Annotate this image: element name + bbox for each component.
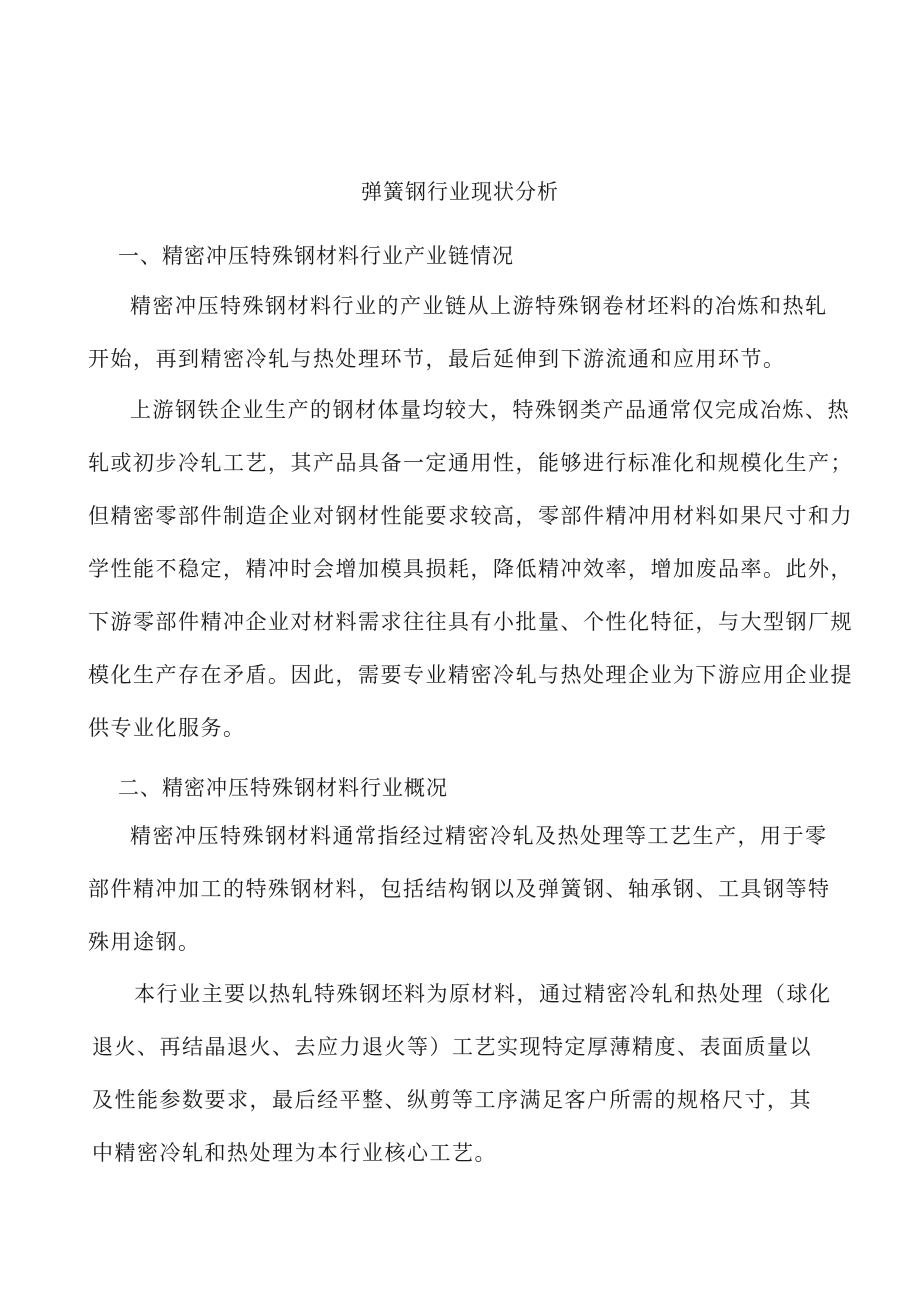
section-heading-industry-overview: 二、精密冲压特殊钢材料行业概况 <box>118 776 448 800</box>
paragraph-upstream-steel: 上游钢铁企业生产的钢材体量均较大，特殊钢类产品通常仅完成冶炼、热轧或初步冷轧工艺，其产品具备一定通用性，能够进行标准化和规模化生产；但精密零部件制造企业对钢材性能要求较高，零部件精冲用材料如果尺寸和力学性能不稳定，精冲时会增加模具损耗，降低精冲效率，增加废品率。此外，下游零部件精冲企业对材料需求往往具有小批量、个性化特征，与大型钢厂规模化生产存在矛盾。因此，需要专业精密冷轧与热处理企业为下游应用企业提供专业化服务。 <box>88 398 853 740</box>
section-heading-industry-chain: 一、精密冲压特殊钢材料行业产业链情况 <box>118 244 514 268</box>
paragraph-core-process: 本行业主要以热轧特殊钢坯料为原材料，通过精密冷轧和热处理（球化退火、再结晶退火、去应力退火等）工艺实现特定厚薄精度、表面质量以及性能参数要求，最后经平整、纵剪等工序满足客户所需的规格尺寸，其中精密冷轧和热处理为本行业核心工艺。 <box>92 982 832 1165</box>
paragraph-material-definition: 精密冲压特殊钢材料通常指经过精密冷轧及热处理等工艺生产，用于零部件精冲加工的特殊钢材料，包括结构钢以及弹簧钢、轴承钢、工具钢等特殊用途钢。 <box>88 824 831 954</box>
document-title: 弹簧钢行业现状分析 <box>361 180 559 204</box>
paragraph-industry-chain-overview: 精密冲压特殊钢材料行业的产业链从上游特殊钢卷材坯料的冶炼和热轧开始，再到精密冷轧与热处理环节，最后延伸到下游流通和应用环节。 <box>88 294 828 371</box>
